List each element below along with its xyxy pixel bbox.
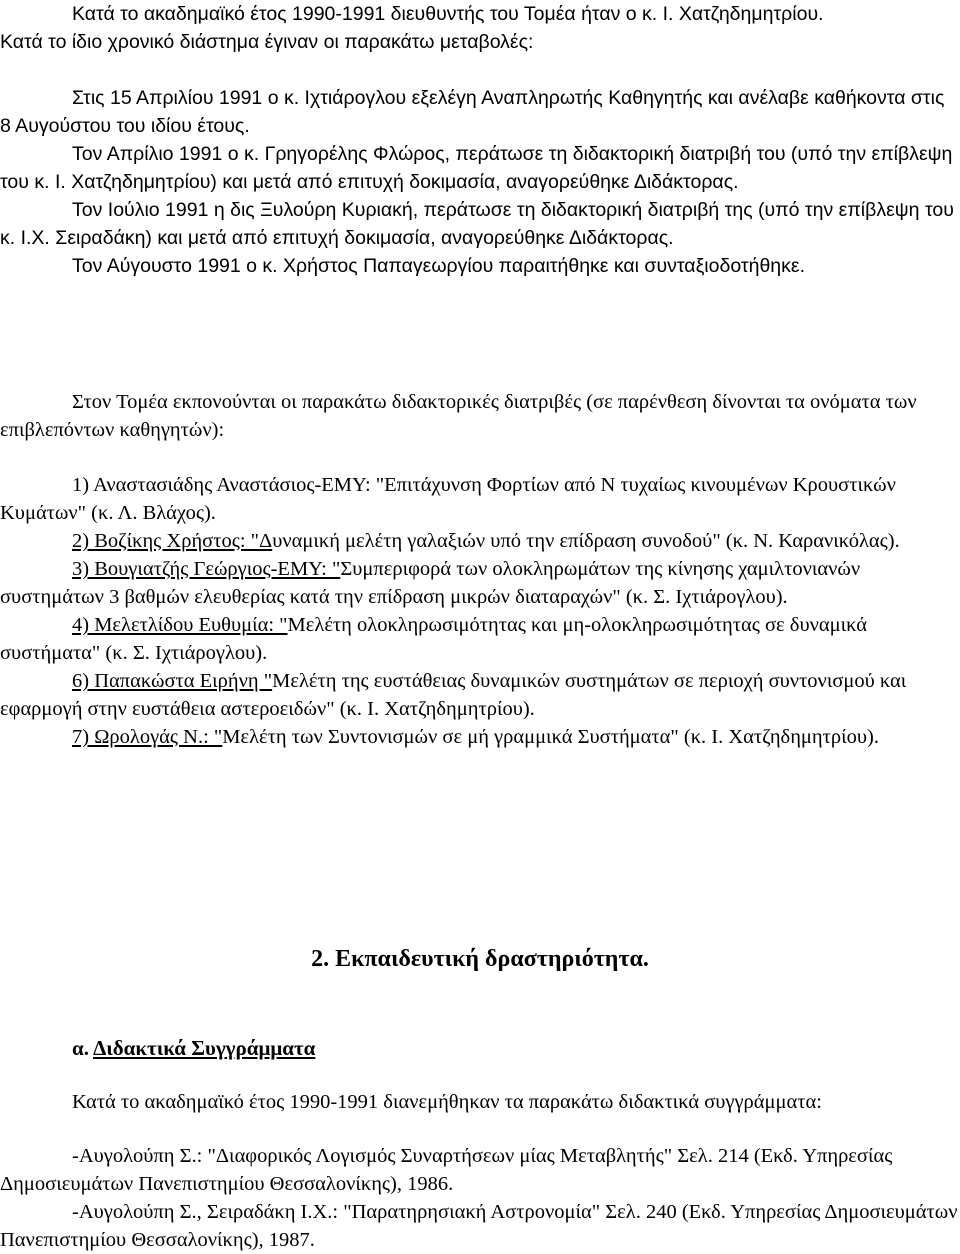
subsection-heading: α. Διδακτικά Συγγράμματα — [72, 1036, 316, 1060]
textbook-item-1: -Αυγολούπη Σ.: "Διαφορικός Λογισμός Συναρτήσεων μίας Μεταβλητής" Σελ. 214 (Εκδ. Υπηρεσίας Δημοσιευμάτων Πανεπιστημίου Θεσσαλονίκης), 1986. — [0, 1145, 893, 1195]
textbooks-list — [0, 1142, 958, 1254]
paragraph-phd-xylouri: Τον Ιούλιο 1991 η δις Ξυλούρη Κυριακή, περάτωσε τη διδακτορική διατριβή της (υπό την επίβλεψη του κ. Ι.Χ. Σειραδάκη) και μετά από επιτυχή δοκιμασία, αναγορεύθηκε Διδάκτορας. — [0, 199, 954, 249]
paragraph-director: Κατά το ακαδημαϊκό έτος 1990-1991 διευθυντής του Τομέα ήταν ο κ. Ι. Χατζηδημητρίου. — [72, 3, 824, 25]
paragraph-retirement: Τον Αύγουστο 1991 ο κ. Χρήστος Παπαγεωργίου παραιτήθηκε και συνταξιοδοτήθηκε. — [72, 255, 806, 277]
admin-changes-block — [0, 0, 958, 56]
thesis-item-1: 1) Αναστασιάδης Αναστάσιος-ΕΜΥ: "Επιτάχυνση Φορτίων από Ν τυχαίως κινουμένων Κρουστικών Κυμάτων" (κ. Λ. Βλάχος). — [0, 474, 896, 524]
theses-list — [0, 471, 958, 751]
paragraph-changes-intro: Κατά το ίδιο χρονικό διάστημα έγιναν οι παρακάτω μεταβολές: — [0, 31, 534, 53]
thesis-item-3: 3) Βουγιατζής Γεώργιος-ΕΜΥ: "Συμπεριφορά των ολοκληρωμάτων της κίνησης χαμιλτονιανών συστημάτων 3 βαθμών ελευθερίας κατά την επίδραση μικρών διαταραχών" (κ. Σ. Ιχτιάρογλου). — [0, 558, 861, 608]
paragraph-promotion: Στις 15 Απριλίου 1991 ο κ. Ιχτιάρογλου εξελέγη Αναπληρωτής Καθηγητής και ανέλαβε καθήκοντα στις 8 Αυγούστου του ιδίου έτους. — [0, 87, 945, 137]
paragraph-phd-florros: Τον Απρίλιο 1991 ο κ. Γρηγορέλης Φλώρος, περάτωσε τη διδακτορική διατριβή του (υπό την επίβλεψη του κ. Ι. Χατζηδημητρίου) και μετά από επιτυχή δοκιμασία, αναγορεύθηκε Διδάκτορας. — [0, 143, 953, 193]
thesis-item-2: 2) Βοζίκης Χρήστος: "Δυναμική μελέτη γαλαξιών υπό την επίδραση συνοδού" (κ. Ν. Καρανικόλας). — [72, 530, 900, 552]
textbooks-intro-block — [0, 1088, 958, 1116]
textbook-item-2: -Αυγολούπη Σ., Σειραδάκη Ι.Χ.: "Παρατηρησιακή Αστρονομία" Σελ. 240 (Εκδ. Υπηρεσίας Δημοσιευμάτων Πανεπιστημίου Θεσσαλονίκης), 1987. — [0, 1201, 958, 1251]
thesis-item-4: 4) Μελετλίδου Ευθυμία: "Μελέτη ολοκληρωσιμότητας και μη-ολοκληρωσιμότητας σε δυναμικά συστήματα" (κ. Σ. Ιχτιάρογλου). — [0, 614, 868, 664]
paragraph-textbooks-intro: Κατά το ακαδημαϊκό έτος 1990-1991 διανεμήθηκαν τα παρακάτω διδακτικά συγγράμματα: — [72, 1091, 822, 1113]
admin-events-block — [0, 84, 958, 280]
paragraph-theses-intro: Στον Τομέα εκπονούνται οι παρακάτω διδακτορικές διατριβές (σε παρένθεση δίνονται τα ονόματα των επιβλεπόντων καθηγητών): — [0, 391, 917, 441]
thesis-item-6: 6) Παπακώστα Ειρήνη "Μελέτη της ευστάθειας δυναμικών συστημάτων σε περιοχή συντονισμού και εφαρμογή στην ευστάθεια αστεροειδών" (κ. Ι. Χατζηδημητρίου). — [0, 670, 907, 720]
theses-intro-block — [0, 388, 958, 444]
thesis-item-7: 7) Ωρολογάς Ν.: "Μελέτη των Συντονισμών σε μή γραμμικά Συστήματα" (κ. Ι. Χατζηδημητρίου). — [72, 726, 879, 748]
section-heading: 2. Εκπαιδευτική δραστηριότητα. — [311, 946, 649, 972]
